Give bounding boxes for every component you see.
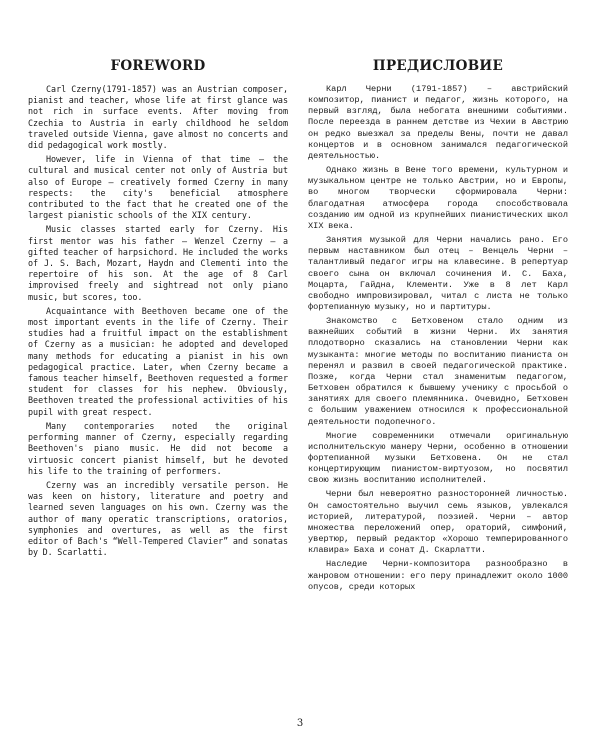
- russian-paragraph: Черни был невероятно разносторонней личностью. Он самостоятельно выучил семь языков, увлекался историей, литературой, поэзией. Черни – автор множества переложений опер, ораторий, симфоний, увертюр, первый редактор «Хорошо темперированного клавира» Баха и сонат Д. Скарлатти.: [308, 489, 568, 556]
- english-paragraph: Music classes started early for Czerny. His first mentor was his father – Wenzel Czerny – a gifted teacher of harpsichord. He included the works of J. S. Bach, Mozart, Haydn and Clementi into the repertoire of his son. At the age of 8 Carl improvised freely and sightread not only piano music, but scores, too.: [28, 224, 288, 302]
- russian-foreword-heading: ПРЕДИСЛОВИЕ: [372, 58, 504, 74]
- english-paragraph: Carl Czerny(1791-1857) was an Austrian composer, pianist and teacher, whose life at first glance was not rich in surface events. After moving from Czechia to Austria in early childhood he seldom traveled outside Vienna, gave almost no concerts and did pedagogical work mostly.: [28, 84, 288, 151]
- english-paragraph: Many contemporaries noted the original performing manner of Czerny, especially regarding Beethoven's piano music. He did not become a virtuosic concert pianist himself, but he devoted his life to the training of performers.: [28, 420, 288, 476]
- english-paragraph: Czerny was an incredibly versatile person. He was keen on history, literature and poetry and learned seven languages on his own. Czerny was the author of many operatic transcriptions, oratorios, symphonies and overtures, as well as the first editor of Bach's “Well-Tempered Clavier” and sonatas by D. Scarlatti.: [28, 479, 288, 558]
- english-paragraph: However, life in Vienna of that time – the cultural and musical center not only of Austria but also of Europe – creatively formed Czerny in many respects: the city's beneficial atmosphere contributed to the fact that he created one of the largest pianistic schools of the XIX century.: [28, 154, 288, 221]
- russian-paragraph: Знакомство с Бетховеном стало одним из важнейших событий в жизни Черни. Их занятия плодотворно сказались на становлении Черни как музыканта: многие методы по воспитанию пианиста он перенял и развил в своей педагогической практике. Позже, когда Черни стал знаменитым педагогом, Бетховен обратился к бывшему ученику с просьбой о занятиях для своего племянника. Очевидно, Бетховен с большим уважением относился к профессиональной деятельности подопечного.: [308, 316, 568, 427]
- russian-paragraph: Многие современники отмечали оригинальную исполнительскую манеру Черни, особенно в отношении фортепианной музыки Бетховена. Он не стал концертирующим пианистом-виртуозом, но посвятил свою жизнь воспитанию исполнителей.: [308, 430, 568, 486]
- russian-paragraph: Однако жизнь в Вене того времени, культурном и музыкальном центре не только Австрии, но и Европы, во многом творчески сформировала Черни: благодатная атмосфера города способствовала созданию им одной из крупнейших пианистических школ XIX века.: [308, 165, 569, 231]
- english-column: [28, 84, 288, 561]
- russian-paragraph: Занятия музыкой для Черни начались рано. Его первым наставником был отец – Венцель Черни – талантливый педагог игры на клавесине. В репертуар своего сына он включал сочинения И. С. Баха, Моцарта, Гайдна, Клементи. Уже в 8 лет Карл свободно импровизировал, читал с листа не только фортепианную музыку, но и партитуры.: [308, 235, 568, 312]
- russian-paragraph: Карл Черни (1791-1857) – австрийский композитор, пианист и педагог, жизнь которого, на первый взгляд, была небогата внешними событиями. После переезда в раннем детстве из Чехии в Австрию он редко выезжал за пределы Вены, почти не давал концертов и в основном занимался педагогической деятельностью.: [308, 84, 568, 161]
- foreword-heading: FOREWORD: [110, 58, 206, 74]
- english-paragraph: Acquaintance with Beethoven became one of the most important events in the life of Czerny. Their studies had a fruitful impact on the establishment of Czerny as a musician: he adopted and developed many methods for educating a pianist in his own pedagogical practice. Later, when Czerny became a famous teacher himself, Beethoven requested a former student for classes for his nephew. Obviously, Beethoven treated the professional activities of his pupil with great respect.: [28, 305, 288, 417]
- russian-column: [308, 84, 568, 596]
- page-number: 3: [296, 718, 304, 729]
- russian-paragraph: Наследие Черни-композитора разнообразно в жанровом отношении: его перу принадлежит около 1000 опусов, среди которых: [308, 559, 569, 592]
